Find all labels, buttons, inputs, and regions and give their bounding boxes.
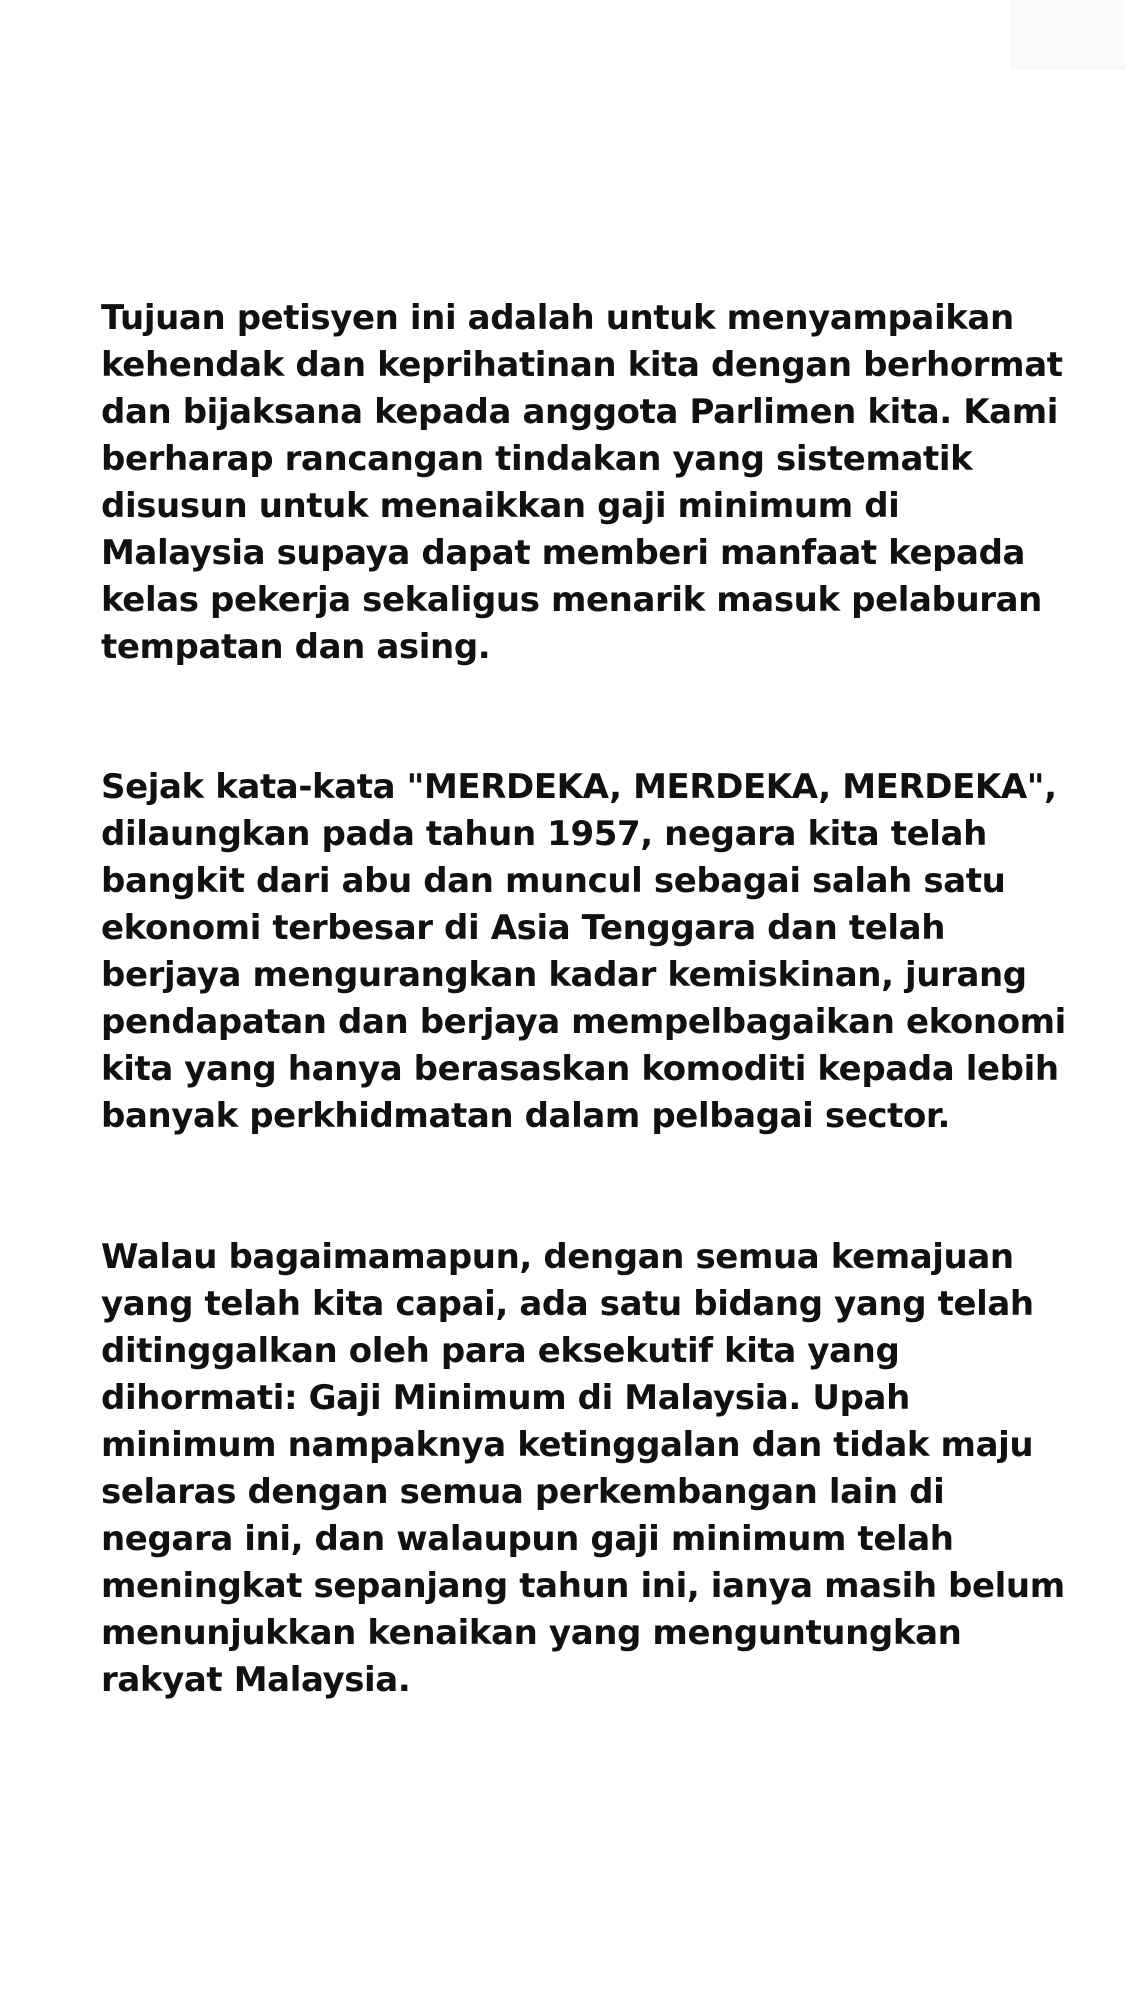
paragraph-merdeka-history (101, 764, 1066, 1140)
paragraph-line: berjaya mengurangkan kadar kemiskinan, jurang (101, 955, 1027, 995)
paragraph-line: selaras dengan semua perkembangan lain di (101, 1472, 945, 1512)
paragraph-line: disusun untuk menaikkan gaji minimum di (101, 486, 900, 526)
paragraph-line: ekonomi terbesar di Asia Tenggara dan telah (101, 908, 946, 948)
paragraph-petition-purpose (101, 295, 1061, 671)
paragraph-line: kehendak dan keprihatinan kita dengan berhormat (101, 345, 1063, 385)
paragraph-line: berharap rancangan tindakan yang sistematik (101, 439, 973, 479)
paragraph-line: rakyat Malaysia. (101, 1660, 411, 1700)
paragraph-line: kelas pekerja sekaligus menarik masuk pelaburan (101, 580, 1042, 620)
paragraph-line: pendapatan dan berjaya mempelbagaikan ekonomi (101, 1002, 1066, 1042)
paragraph-line: tempatan dan asing. (101, 627, 491, 667)
paragraph-line: dihormati: Gaji Minimum di Malaysia. Upah (101, 1378, 910, 1418)
paragraph-line: menunjukkan kenaikan yang menguntungkan (101, 1613, 962, 1653)
paragraph-line: yang telah kita capai, ada satu bidang yang telah (101, 1284, 1034, 1324)
paragraph-line: banyak perkhidmatan dalam pelbagai sector. (101, 1096, 950, 1136)
corner-shade (1010, 0, 1125, 70)
paragraph-line: ditinggalkan oleh para eksekutif kita yang (101, 1331, 900, 1371)
paragraph-line: bangkit dari abu dan muncul sebagai salah satu (101, 861, 1006, 901)
paragraph-minimum-wage (101, 1234, 1065, 1704)
paragraph-line: minimum nampaknya ketinggalan dan tidak maju (101, 1425, 1034, 1465)
paragraph-line: dan bijaksana kepada anggota Parlimen kita. Kami (101, 392, 1059, 432)
paragraph-line: Tujuan petisyen ini adalah untuk menyampaikan (101, 298, 1014, 338)
paragraph-line: kita yang hanya berasaskan komoditi kepada lebih (101, 1049, 1059, 1089)
paragraph-line: negara ini, dan walaupun gaji minimum telah (101, 1519, 954, 1559)
paragraph-line: meningkat sepanjang tahun ini, ianya masih belum (101, 1566, 1065, 1606)
paragraph-line: Malaysia supaya dapat memberi manfaat kepada (101, 533, 1026, 573)
paragraph-line: dilaungkan pada tahun 1957, negara kita telah (101, 814, 987, 854)
paragraph-line: Sejak kata-kata "MERDEKA, MERDEKA, MERDEKA", (101, 767, 1057, 807)
paragraph-line: Walau bagaimamapun, dengan semua kemajuan (101, 1237, 1014, 1277)
